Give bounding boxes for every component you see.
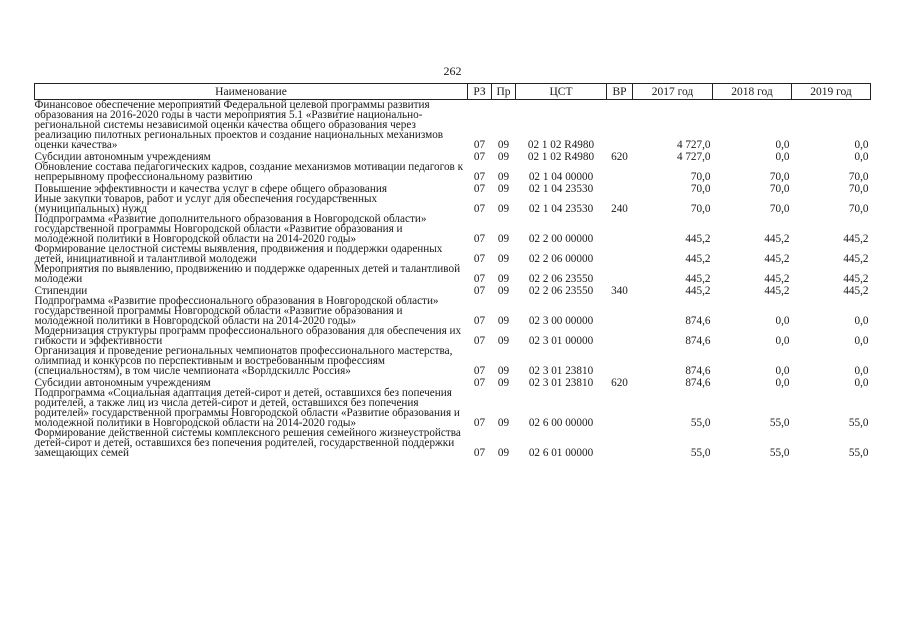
cell-2018: 445,2 (764, 233, 790, 245)
cell-cst: 02 1 04 00000 (528, 171, 594, 183)
cell-2018: 0,0 (775, 377, 790, 389)
page-number: 262 (443, 64, 462, 78)
cell-cst: 02 6 01 00000 (528, 447, 594, 459)
cell-cst: 02 2 06 23550 (528, 273, 594, 285)
cell-2019: 0,0 (854, 335, 869, 347)
cell-2018: 70,0 (769, 203, 790, 215)
cell-cst: 02 2 06 00000 (528, 253, 594, 265)
cell-name: Финансовое обеспечение мероприятий Федеральной целевой программы развития образования на 2016-2020 годы в части мероприятия 5.1 «Развитие национально-региональной системы независимой оценки качества общего образования через реализацию пилотных региональных проектов и создание национальных механизмов оценки качества» (34, 99, 444, 151)
table-row (35, 296, 871, 326)
table-row (35, 428, 871, 458)
cell-vr (607, 326, 633, 346)
cell-vr: 620 (611, 151, 628, 163)
cell-2017: 55,0 (690, 447, 711, 459)
cell-pr: 09 (497, 365, 510, 377)
cell-vr: 340 (611, 285, 628, 297)
cell-cst: 02 3 01 23810 (528, 365, 594, 377)
cell-cst: 02 6 00 00000 (528, 417, 594, 429)
cell-2019: 70,0 (848, 183, 869, 195)
cell-pr: 09 (497, 315, 510, 327)
cell-2017: 874,6 (685, 377, 711, 389)
cell-2019: 70,0 (848, 203, 869, 215)
cell-name: Повышение эффективности и качества услуг в сфере общего образования (34, 183, 388, 195)
cell-pr: 09 (497, 335, 510, 347)
cell-2019: 0,0 (854, 139, 869, 151)
cell-name: Формирование целостной системы выявления, продвижения и поддержки одаренных детей, инициативной и талантливой молодежи (34, 243, 443, 265)
cell-name: Обновление состава педагогических кадров, создание механизмов мотивации педагогов к непрерывному профессиональному развитию (34, 161, 464, 183)
cell-2017: 4 727,0 (676, 139, 711, 151)
cell-2019: 445,2 (843, 253, 869, 265)
cell-rz: 07 (473, 377, 486, 389)
cell-name: Подпрограмма «Социальная адаптация детей-сирот и детей, оставшихся без попечения родителей, а также лиц из числа детей-сирот и детей, оставшихся без попечения родителей» государственной программы Новгородской области «Развитие образования и молодежной политики в Новгородской области на 2014-2020 годы» (34, 387, 460, 429)
cell-2017: 4 727,0 (676, 151, 711, 163)
cell-2017: 874,6 (685, 365, 711, 377)
column-header-cst: ЦСТ (516, 84, 607, 100)
table-body (35, 100, 871, 459)
column-header-2017: 2017 год (633, 84, 713, 100)
cell-name: Подпрограмма «Развитие дополнительного образования в Новгородской области» государственной программы Новгородской области «Развитие образования и молодежной политики в Новгородской области на 2014-2020 годы» (34, 213, 427, 245)
cell-name: Иные закупки товаров, работ и услуг для обеспечения государственных (муниципальных) нужд (34, 193, 378, 215)
cell-cst: 02 2 06 23550 (528, 285, 594, 297)
cell-vr: 620 (611, 377, 628, 389)
cell-vr (607, 346, 633, 376)
cell-pr: 09 (497, 285, 510, 297)
table-row (35, 214, 871, 244)
cell-name: Субсидии автономным учреждениям (34, 151, 211, 163)
cell-vr (607, 100, 633, 151)
cell-vr (607, 182, 633, 194)
cell-2018: 70,0 (769, 171, 790, 183)
cell-2017: 445,2 (685, 233, 711, 245)
cell-rz: 07 (473, 253, 486, 265)
cell-vr (607, 388, 633, 428)
cell-pr: 09 (497, 151, 510, 163)
cell-2019: 445,2 (843, 233, 869, 245)
cell-vr (607, 264, 633, 284)
cell-2019: 0,0 (854, 151, 869, 163)
cell-2019: 445,2 (843, 273, 869, 285)
cell-2017: 70,0 (690, 203, 711, 215)
cell-rz: 07 (473, 285, 486, 297)
cell-2019: 55,0 (848, 447, 869, 459)
table-row (35, 264, 871, 284)
cell-2019: 445,2 (843, 285, 869, 297)
cell-pr: 09 (497, 203, 510, 215)
cell-pr: 09 (497, 417, 510, 429)
cell-cst: 02 1 04 23530 (528, 203, 594, 215)
cell-2018: 70,0 (769, 183, 790, 195)
cell-2018: 0,0 (775, 315, 790, 327)
cell-name: Подпрограмма «Развитие профессионального образования в Новгородской области» государственной программы Новгородской области «Развитие образования и молодежной политики в Новгородской области на 2014-2020 годы» (34, 295, 439, 327)
cell-2018: 0,0 (775, 335, 790, 347)
cell-pr: 09 (497, 171, 510, 183)
cell-cst: 02 1 02 R4980 (527, 151, 595, 163)
cell-cst: 02 1 02 R4980 (527, 139, 595, 151)
cell-2019: 0,0 (854, 315, 869, 327)
cell-cst: 02 3 01 00000 (528, 335, 594, 347)
table-row (35, 346, 871, 376)
cell-pr: 09 (497, 253, 510, 265)
table-row (35, 194, 871, 214)
cell-name: Организация и проведение региональных чемпионатов профессионального мастерства, олимпиад и конкурсов по перспективным и востребованным профессиям (специальностям), в том числе чемпионата «Ворлдскиллс Россия» (34, 345, 453, 377)
cell-2019: 70,0 (848, 171, 869, 183)
cell-2017: 70,0 (690, 171, 711, 183)
cell-2018: 0,0 (775, 151, 790, 163)
cell-pr: 09 (497, 447, 510, 459)
table-header-row (35, 84, 871, 100)
cell-name: Мероприятия по выявлению, продвижению и поддержке одаренных детей и талантливой молодежи (34, 263, 461, 285)
table-row (35, 326, 871, 346)
cell-2017: 445,2 (685, 253, 711, 265)
column-header-pr: Пр (492, 84, 516, 100)
cell-cst: 02 1 04 23530 (528, 183, 594, 195)
cell-2018: 0,0 (775, 139, 790, 151)
cell-pr: 09 (497, 139, 510, 151)
table-row (35, 388, 871, 428)
table-row (35, 244, 871, 264)
cell-vr (607, 214, 633, 244)
cell-name: Стипендии (34, 285, 88, 297)
cell-cst: 02 3 01 23810 (528, 377, 594, 389)
cell-rz: 07 (473, 365, 486, 377)
cell-2017: 445,2 (685, 285, 711, 297)
cell-rz: 07 (473, 171, 486, 183)
cell-2018: 445,2 (764, 285, 790, 297)
cell-2019: 55,0 (848, 417, 869, 429)
cell-pr: 09 (497, 377, 510, 389)
cell-vr (607, 428, 633, 458)
budget-table (34, 83, 871, 458)
cell-rz: 07 (473, 315, 486, 327)
cell-2017: 55,0 (690, 417, 711, 429)
cell-name: Модернизация структуры программ профессионального образования для обеспечения их гибкости и эффективности (34, 325, 462, 347)
column-header-2019: 2019 год (792, 84, 871, 100)
cell-pr: 09 (497, 233, 510, 245)
cell-cst: 02 3 00 00000 (528, 315, 594, 327)
cell-cst: 02 2 00 00000 (528, 233, 594, 245)
cell-rz: 07 (473, 203, 486, 215)
cell-2018: 0,0 (775, 365, 790, 377)
cell-2018: 55,0 (769, 417, 790, 429)
cell-vr (607, 162, 633, 182)
cell-rz: 07 (473, 335, 486, 347)
cell-2018: 445,2 (764, 273, 790, 285)
cell-2017: 445,2 (685, 273, 711, 285)
cell-2018: 445,2 (764, 253, 790, 265)
cell-2017: 70,0 (690, 183, 711, 195)
cell-pr: 09 (497, 183, 510, 195)
table-row (35, 100, 871, 151)
cell-rz: 07 (473, 273, 486, 285)
table-row (35, 162, 871, 182)
cell-name: Субсидии автономным учреждениям (34, 377, 211, 389)
cell-rz: 07 (473, 447, 486, 459)
cell-vr (607, 244, 633, 264)
column-header-vr: ВР (607, 84, 633, 100)
cell-2019: 0,0 (854, 377, 869, 389)
cell-2017: 874,6 (685, 335, 711, 347)
column-header-name: Наименование (35, 84, 468, 100)
cell-2017: 874,6 (685, 315, 711, 327)
cell-2018: 55,0 (769, 447, 790, 459)
cell-rz: 07 (473, 139, 486, 151)
cell-rz: 07 (473, 183, 486, 195)
column-header-rz: РЗ (468, 84, 492, 100)
cell-vr: 240 (611, 203, 628, 215)
cell-pr: 09 (497, 273, 510, 285)
cell-2019: 0,0 (854, 365, 869, 377)
cell-vr (607, 296, 633, 326)
column-header-2018: 2018 год (713, 84, 792, 100)
cell-rz: 07 (473, 233, 486, 245)
cell-rz: 07 (473, 417, 486, 429)
cell-name: Формирование действенной системы комплексного решения семейного жизнеустройства детей-сирот и детей, оставшихся без попечения родителей, государственной поддержки замещающих семей (34, 427, 461, 459)
cell-rz: 07 (473, 151, 486, 163)
